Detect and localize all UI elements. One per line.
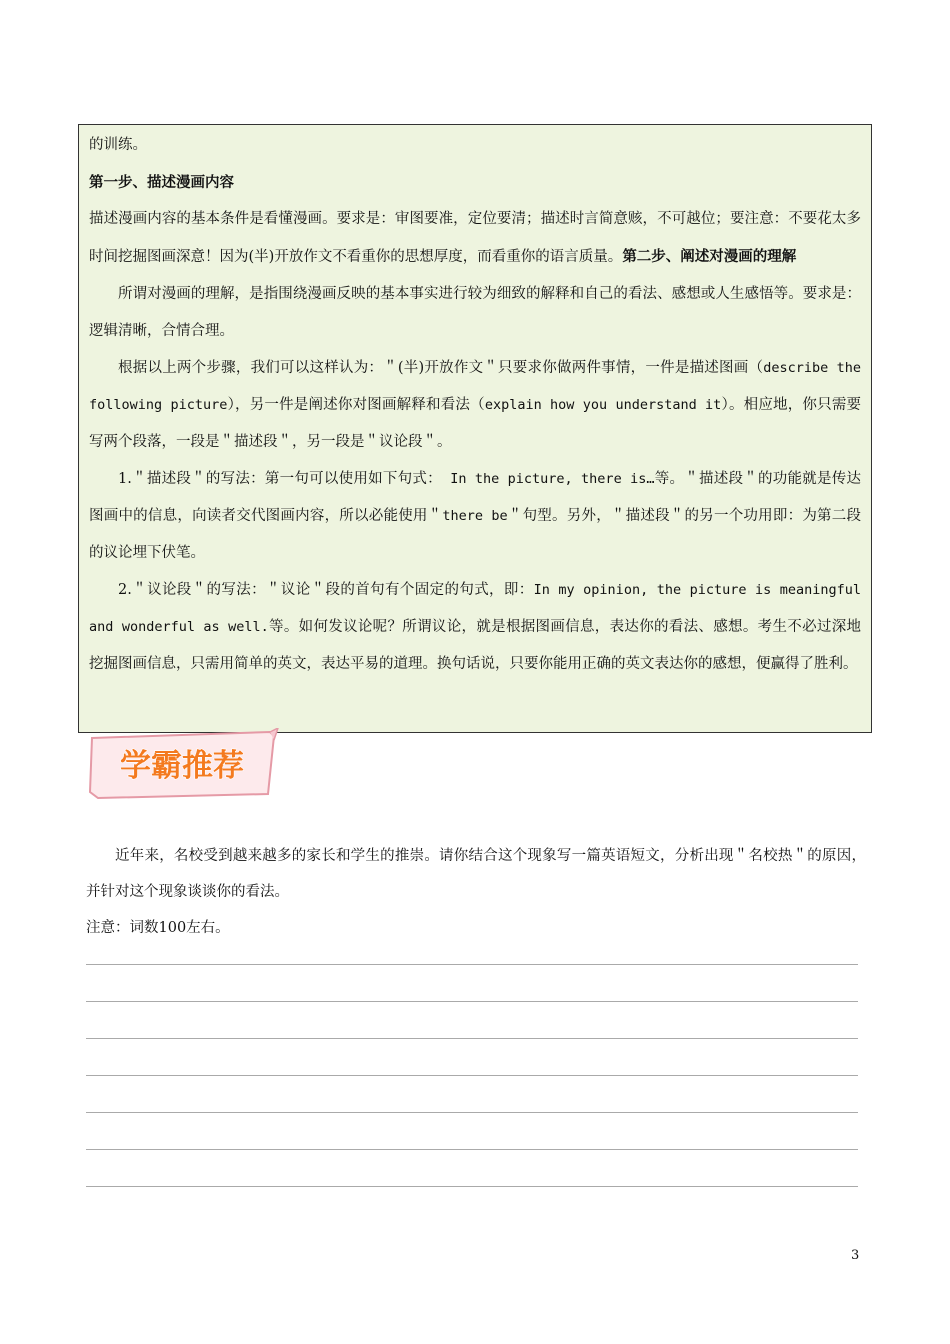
page-number: 3 [851,1248,860,1263]
tips-paragraph: 所谓对漫画的理解，是指围绕漫画反映的基本事实进行较为细致的解释和自己的看法、感想或人生感悟等。要求是：逻辑清晰，合情合理。 [89,286,861,339]
tips-paragraph: 描述漫画内容的基本条件是看懂漫画。要求是：审图要准，定位要清；描述时言简意赅，不可越位；要注意：不要花太多时间挖掘图画深意！因为(半)开放作文不看重你的思想厚度，而看重你的语言质量。第二步、阐述对漫画的理解 [89,211,861,265]
tips-paragraph: 的训练。 [89,137,147,153]
answer-line[interactable] [86,1038,858,1039]
tips-paragraph: 1.＂描述段＂的写法：第一句可以使用如下句式： In the picture, there is…等。＂描述段＂的功能就是传达图画中的信息，向读者交代图画内容，所以必能使用＂there be＂句型。另外，＂描述段＂的另一个功用即：为第二段的议论埋下伏笔。 [89,471,861,561]
answer-line[interactable] [86,1186,858,1187]
answer-line[interactable] [86,1075,858,1076]
tips-paragraph: 根据以上两个步骤，我们可以这样认为：＂(半)开放作文＂只要求你做两件事情，一件是描述图画（describe the following picture），另一件是阐述你对图画解释和看法（explain how you understand it）。相应地，你只需要写两个段落，一段是＂描述段＂，另一段是＂议论段＂。 [89,360,862,450]
answer-line[interactable] [86,964,858,965]
answer-line[interactable] [86,1149,858,1150]
answer-line[interactable] [86,1001,858,1002]
step-one-heading: 第一步、描述漫画内容 [89,174,234,191]
banner-title: 学霸推荐 [120,748,244,784]
writing-task [86,838,866,946]
task-prompt: 近年来，名校受到越来越多的家长和学生的推崇。请你结合这个现象写一篇英语短文，分析出现＂名校热＂的原因，并针对这个现象谈谈你的看法。 [86,848,866,900]
task-note: 注意：词数100左右。 [86,920,230,936]
answer-lines [86,964,858,1223]
step-two-heading: 第二步、阐述对漫画的理解 [622,248,797,265]
tips-paragraph: 2.＂议论段＂的写法：＂议论＂段的首句有个固定的句式，即：In my opinion, the picture is meaningful and wonderful as well.等。如何发议论呢？所谓议论，就是根据图画信息，表达你的看法、感想。考生不必过深地挖掘图画信息，只需用简单的英文，表达平易的道理。换句话说，只要你能用正确的英文表达你的感想，便赢得了胜利。 [89,582,861,672]
section-banner [84,728,280,800]
tips-box [78,124,872,733]
answer-line[interactable] [86,1112,858,1113]
